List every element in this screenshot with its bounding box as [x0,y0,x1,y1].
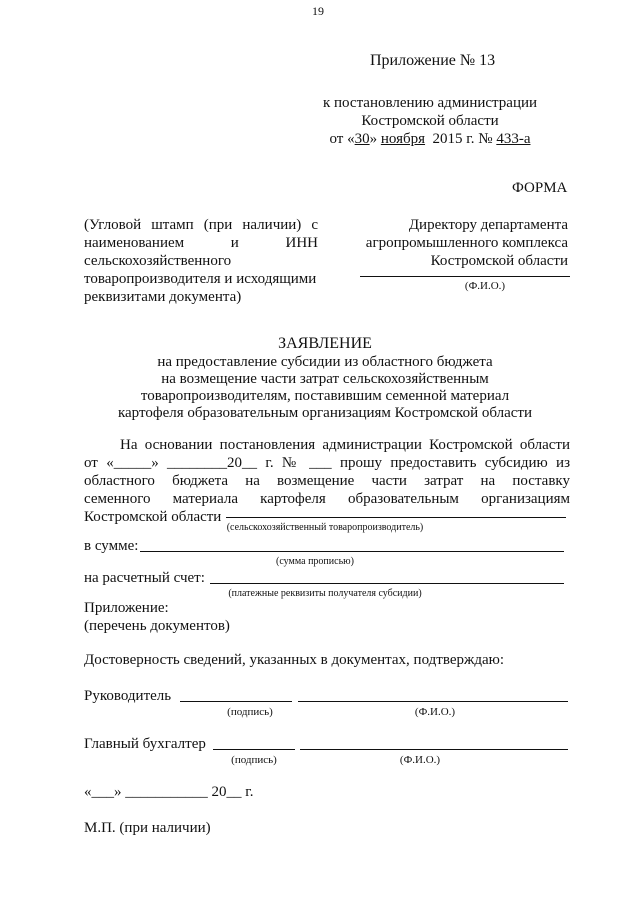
attachment-list: (перечень документов) [84,618,230,634]
annex-date-number: 433-а [496,131,531,147]
seal-label: М.П. (при наличии) [84,820,211,836]
addressee-name-line [360,276,570,277]
account-caption: (платежные реквизиты получателя субсидии) [228,588,422,599]
producer-line [226,517,566,518]
stamp-line2: наименованием и ИНН [84,235,318,251]
accountant-name-line [300,749,568,750]
date-line: «___» ___________ 20__ г. [84,784,254,800]
heading-line4: картофеля образовательным организациям Костромской области [117,405,533,421]
sum-caption: (сумма прописью) [276,556,354,567]
annex-date-prefix: от « [329,131,355,147]
head-label: Руководитель [84,688,172,704]
stamp-line1: (Угловой штамп (при наличии) с [84,217,318,233]
annex-date [300,130,560,148]
body-line5: Костромской области [84,509,222,525]
body-line3: областного бюджета на возмещение части затрат на поставку [84,473,570,489]
confirmation-text: Достоверность сведений, указанных в документах, подтверждаю: [84,652,505,668]
heading-line3: товаропроизводителям, поставившим семенной материал [140,388,510,404]
heading-line1: на предоставление субсидии из областного бюджета [157,354,493,370]
accountant-label: Главный бухгалтер [84,736,206,752]
annex-date-month: ноября [380,131,426,147]
addressee-block [330,216,568,270]
addressee-line2: агропромышленного комплекса [365,235,568,251]
accountant-name-caption: (Ф.И.О.) [399,754,441,766]
heading-line2: на возмещение части затрат сельскохозяйственным [161,371,489,387]
stamp-line4: товаропроизводителя и исходящими [84,271,317,287]
addressee-line1: Директору департамента [408,217,568,233]
attachment-label: Приложение: [84,600,169,616]
annex-date-mid: » [369,131,381,147]
addressee-line3: Костромской области [430,253,568,269]
heading-title: ЗАЯВЛЕНИЕ [278,335,372,352]
account-line [210,583,564,584]
account-label: на расчетный счет: [84,570,205,586]
sum-label: в сумме: [84,538,139,554]
head-sign-line [180,701,292,702]
stamp-line3: сельскохозяйственного [84,253,232,269]
body-line4: семенного материала картофеля образовательным организациям [84,491,570,507]
heading-block [80,334,570,422]
addressee-caption: (Ф.И.О.) [464,280,506,292]
annex-date-day: 30 [354,131,370,147]
page-number: 19 [312,4,324,18]
accountant-sign-caption: (подпись) [231,754,277,766]
producer-caption: (сельскохозяйственный товаропроизводитель) [226,522,424,533]
accountant-sign-line [213,749,295,750]
annex-line2: Костромской области [361,113,499,129]
annex-date-year: 2015 г. № [425,131,497,147]
annex-title: Приложение № 13 [370,52,496,69]
body-paragraph [84,436,570,526]
stamp-block [84,216,318,306]
form-label: ФОРМА [512,180,568,196]
body-line1: На основании постановления администрации Костромской области [120,437,570,453]
annex-block [300,94,560,148]
annex-line1: к постановлению администрации [322,95,538,111]
head-name-caption: (Ф.И.О.) [414,706,456,718]
stamp-line5: реквизитами документа) [84,289,242,305]
head-sign-caption: (подпись) [227,706,273,718]
body-line2: от «_____» ________20__ г. № ___ прошу предоставить субсидию из [84,455,570,471]
head-name-line [298,701,568,702]
sum-line [140,551,564,552]
